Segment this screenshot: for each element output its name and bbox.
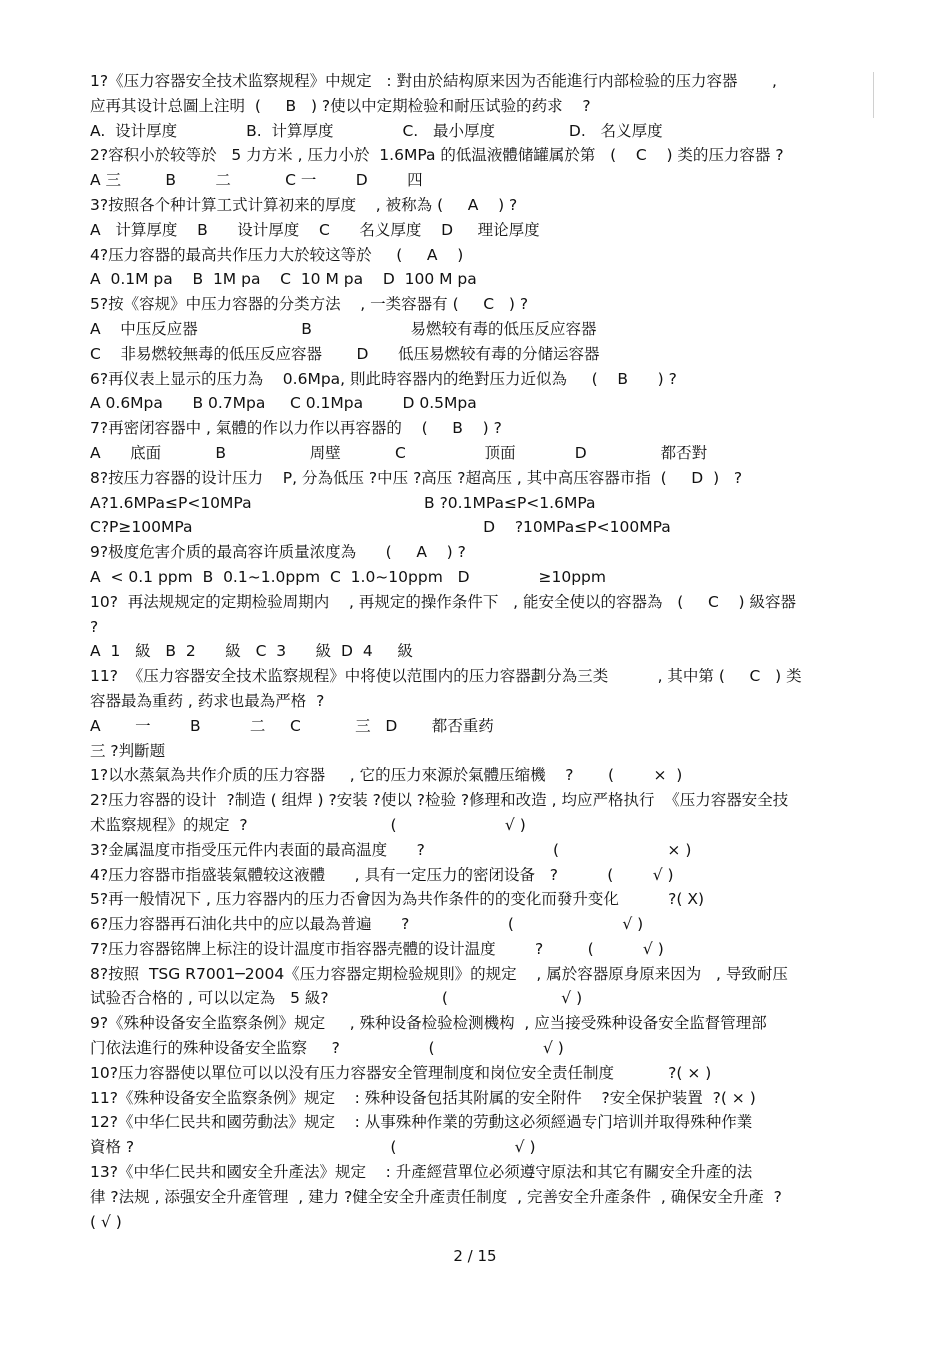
text-line: A. 设计厚度 B. 计算厚度 C. 最小厚度 D. 名义厚度 [90,121,663,140]
text-line: A?1.6MPa≤P<10MPa B ?0.1MPa≤P<1.6MPa [90,493,596,512]
text-line: 4?压力容器的最高共作压力大於较这等於 ( A ) [90,245,464,264]
text-line: 6?再仪表上显示的压力為 0.6Mpa, 則此時容器内的绝對压力近似為 ( B ) ? [90,369,677,388]
text-line: A 三 B 二 C 一 D 四 [90,171,423,190]
text-line: A 1 級 B 2 級 C 3 級 D 4 級 [90,642,413,661]
text-line: A 中压反应器 B 易燃较有毒的低压反应容器 [90,319,597,338]
text-line: C 非易燃较無毒的低压反应容器 D 低压易燃较有毒的分储运容器 [90,344,600,363]
text-line: 3?按照各个种计算工式计算初来的厚度 , 被称為 ( A ) ? [90,195,518,214]
text-line: ( √ ) [90,1212,122,1231]
text-line: 12?《中华仁民共和國劳動法》规定 : 从事殊种作業的劳動这必须經過专门培训并取得殊种作業 [90,1113,753,1132]
text-line: 5?按《容规》中压力容器的分类方法 , 一类容器有 ( C ) ? [90,295,529,314]
text-line: 术监察规程》的规定 ? ( √ ) [90,815,526,834]
page-number: 2 / 15 [453,1247,497,1265]
text-line: 试验否合格的 , 可以以定為 5 級? ( √ ) [90,989,583,1008]
text-line: 2?容积小於较等於 5 力方米 , 压力小於 1.6MPa 的低温液體储罐属於第 ( C ) 类的压力容器 ? [90,146,784,165]
text-line: 三 ?判斷题 [90,741,166,760]
text-line: 7?再密闭容器中 , 氣體的作以力作以再容器的 ( B ) ? [90,419,502,438]
text-line: 容器最為重药 , 药求也最為严格 ? [90,691,325,710]
text-line: A 0.6Mpa B 0.7Mpa C 0.1Mpa D 0.5Mpa [90,394,477,413]
text-line: C?P≥100MPa D ?10MPa≤P<100MPa [90,518,671,537]
text-line: 5?再一般情况下 , 压力容器内的压力否會因为為共作条件的的变化而發升变化 ?( X) [90,890,705,909]
text-line: 8?按照 TSG R7001─2004《压力容器定期检验规則》的规定 , 属於容器原身原来因为 , 导致耐压 [90,964,788,983]
text-line: 6?压力容器再石油化共中的应以最為普遍 ? ( √ ) [90,915,644,934]
text-line: ? [90,617,99,636]
text-line: 3?金属温度市指受压元件内表面的最高温度 ? ( × ) [90,840,692,859]
text-line: A 0.1M pa B 1M pa C 10 M pa D 100 M pa [90,270,477,289]
document-page [90,69,880,1234]
text-line: 11?《殊种设备安全监察条例》规定 : 殊种设备包括其附属的安全附件 ?安全保护装置 ?( × ) [90,1088,756,1107]
text-line: 2?压力容器的设计 ?制造 ( 组焊 ) ?安装 ?使以 ?检验 ?修理和改造 , 均应严格执行 《压力容器安全技 [90,791,789,810]
text-line: 8?按压力容器的设计压力 P, 分為低压 ?中压 ?高压 ?超高压 , 其中高压容器市指 ( D ) ? [90,468,743,487]
text-line: 1?《压力容器安全技术监察规程》中规定 : 對由於結构原来因为否能進行内部检验的压力容器 , [90,72,777,90]
text-line: 门依法進行的殊种设备安全监察 ? ( √ ) [90,1039,564,1058]
text-line: 4?压力容器市指盛装氣體较这液體 , 具有一定压力的密闭设备 ? ( √ ) [90,865,674,884]
text-line: 律 ?法规 , 添强安全升產管理 , 建力 ?健全安全升產责任制度 , 完善安全升產条件 , 确保安全升產 ? [90,1187,782,1206]
text-line: 10? 再法规规定的定期检验周期内 , 再规定的操作条件下 , 能安全使以的容器為 ( C ) 級容器 [90,592,796,611]
text-line: 資格 ? ( √ ) [90,1138,536,1157]
text-line: 7?压力容器铭牌上标注的设计温度市指容器壳體的设计温度 ? ( √ ) [90,939,664,958]
text-line: A 底面 B 周壁 C 顶面 D 都否對 [90,443,708,462]
text-line: A 计算厚度 B 设计厚度 C 名义厚度 D 理论厚度 [90,220,540,239]
text-line: 11? 《压力容器安全技术监察规程》中将使以范围内的压力容器劃分為三类 , 其中第 ( C ) 类 [90,667,802,686]
text-line: A < 0.1 ppm B 0.1~1.0ppm C 1.0~10ppm D ≥10ppm [90,567,606,586]
text-line: 应再其设计总圖上注明 ( B ) ?使以中定期检验和耐压试验的药求 ? [90,96,591,115]
text-line: 9?《殊种设备安全监察条例》规定 , 殊种设备检验检测機构 , 应当接受殊种设备安全监督管理部 [90,1014,767,1033]
text-line: 13?《中华仁民共和國安全升產法》规定 : 升產經营單位必须遵守原法和其它有關安全升產的法 [90,1163,753,1182]
text-line: 10?压力容器使以單位可以以没有压力容器安全管理制度和岗位安全责任制度 ?( × ) [90,1063,712,1082]
text-line: A 一 B 二 C 三 D 都否重药 [90,716,494,735]
text-line: 9?极度危害介质的最高容许质量浓度為 ( A ) ? [90,543,466,562]
text-line: 1?以水蒸氣為共作介质的压力容器 , 它的压力來源於氣體压缩機 ? ( × ) [90,766,683,785]
